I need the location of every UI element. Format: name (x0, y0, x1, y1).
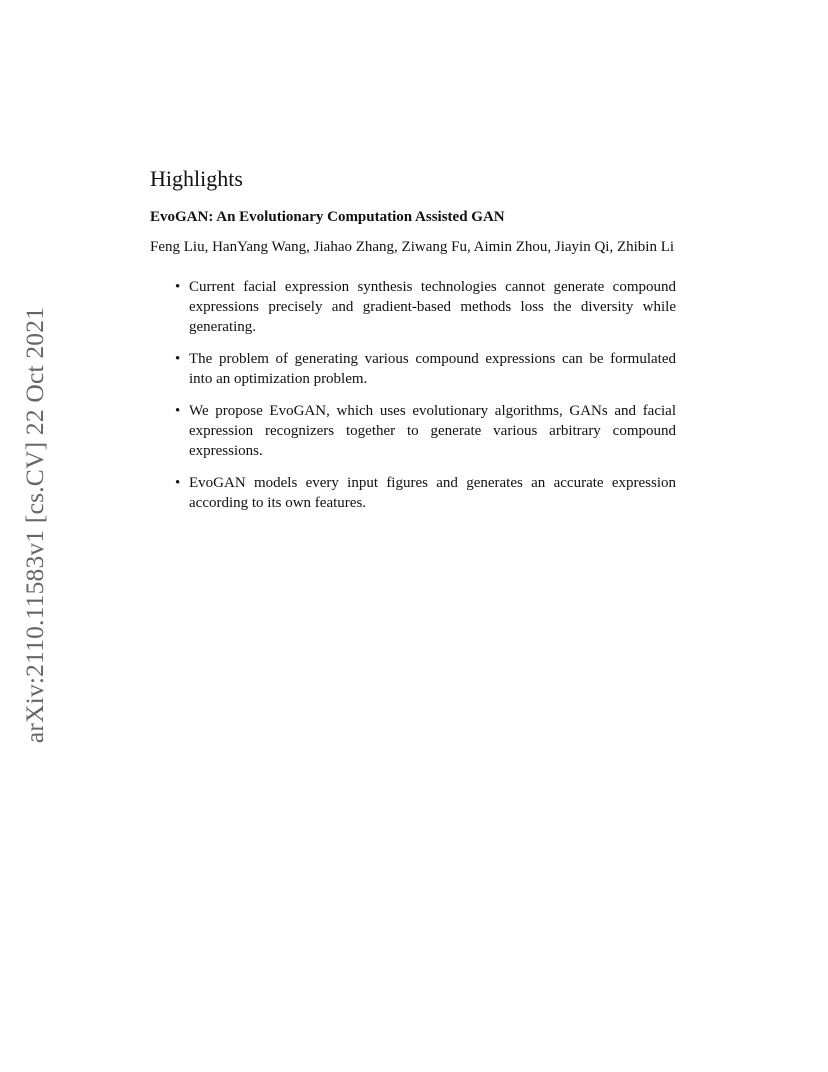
arxiv-identifier-stamp (10, 290, 60, 760)
highlight-item (175, 401, 676, 461)
highlight-text: Current facial expression synthesis technologies cannot generate compound expressions precisely and gradient-based methods loss the diversity while generating. (189, 279, 676, 335)
bullet-icon: • (175, 403, 181, 419)
highlights-page (150, 165, 676, 525)
bullet-icon: • (175, 279, 181, 295)
bullet-icon: • (175, 351, 181, 367)
bullet-icon: • (175, 475, 181, 491)
highlight-item (175, 473, 676, 513)
highlights-list (150, 277, 676, 513)
section-heading: Highlights (150, 166, 243, 191)
paper-title: EvoGAN: An Evolutionary Computation Assisted GAN (150, 209, 505, 225)
author-list: Feng Liu, HanYang Wang, Jiahao Zhang, Ziwang Fu, Aimin Zhou, Jiayin Qi, Zhibin Li (150, 239, 675, 255)
arxiv-identifier-text: arXiv:2110.11583v1 [cs.CV] 22 Oct 2021 (20, 306, 49, 744)
highlight-text: We propose EvoGAN, which uses evolutionary algorithms, GANs and facial expression recognizers together to generate various arbitrary compound expressions. (189, 403, 676, 459)
highlight-item (175, 277, 676, 337)
highlight-text: The problem of generating various compound expressions can be formulated into an optimization problem. (189, 351, 676, 387)
highlight-item (175, 349, 676, 389)
highlight-text: EvoGAN models every input figures and generates an accurate expression according to its own features. (189, 475, 676, 511)
